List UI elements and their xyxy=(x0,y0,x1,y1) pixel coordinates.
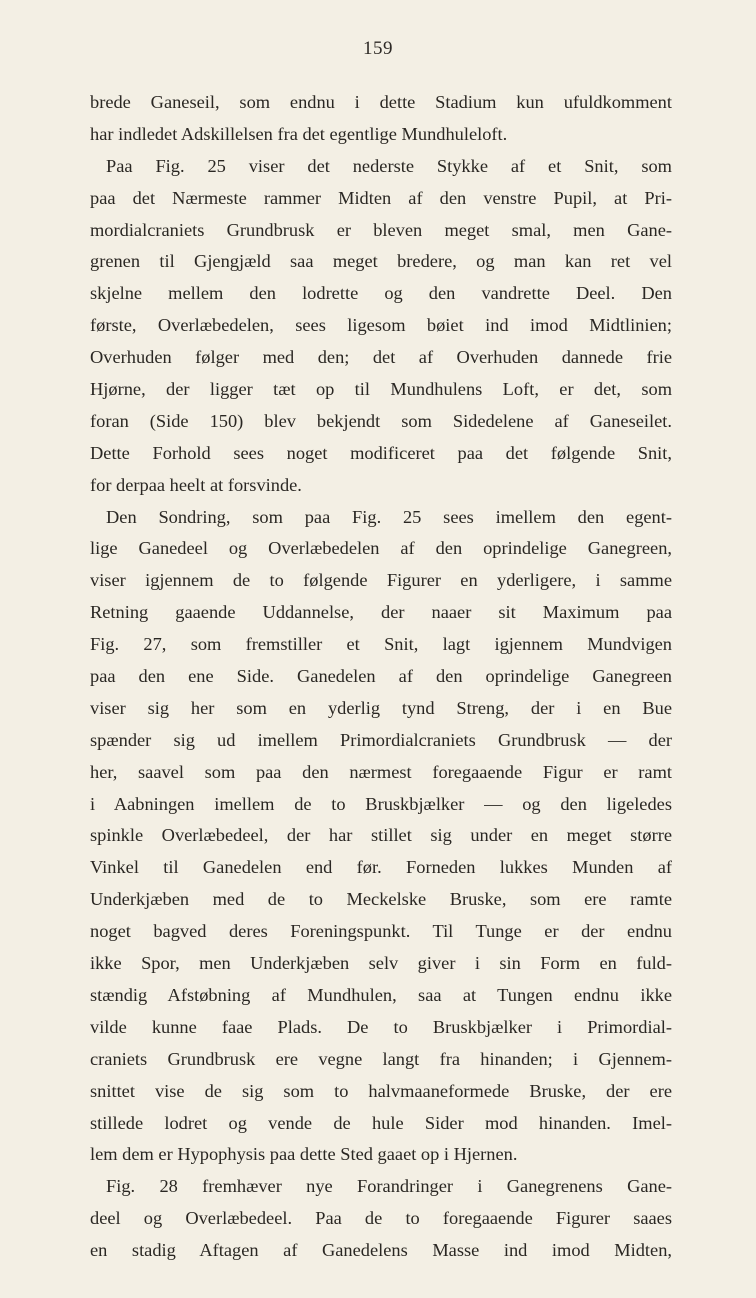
text-line: stændig Afstøbning af Mundhulen, saa at Tungen endnu ikke xyxy=(90,984,672,1005)
text-line: i Aabningen imellem de to Bruskbjælker — og den ligeledes xyxy=(90,793,672,814)
text-line: spænder sig ud imellem Primordialcraniets Grundbrusk — der xyxy=(90,729,672,750)
text-line: vilde kunne faae Plads. De to Bruskbjælker i Primordial- xyxy=(90,1016,672,1037)
text-line: viser igjennem de to følgende Figurer en yderligere, i samme xyxy=(90,570,672,591)
page-number: 159 xyxy=(363,38,393,59)
text-line: Paa Fig. 25 viser det nederste Stykke af et Snit, som xyxy=(106,155,672,176)
body-text xyxy=(90,87,672,1267)
text-line: paa det Nærmeste rammer Midten af den venstre Pupil, at Pri- xyxy=(90,187,672,208)
text-line: paa den ene Side. Ganedelen af den oprindelige Ganegreen xyxy=(90,666,672,687)
text-line: Den Sondring, som paa Fig. 25 sees imellem den egent- xyxy=(106,506,672,527)
text-line: første, Overlæbedelen, sees ligesom bøiet ind imod Midtlinien; xyxy=(90,315,672,336)
text-line: Vinkel til Ganedelen end før. Forneden lukkes Munden af xyxy=(90,857,672,878)
text-line: Fig. 27, som fremstiller et Snit, lagt igjennem Mundvigen xyxy=(90,634,672,655)
text-line: Underkjæben med de to Meckelske Bruske, som ere ramte xyxy=(90,889,672,910)
text-line: Retning gaaende Uddannelse, der naaer sit Maximum paa xyxy=(90,602,672,623)
text-line: lem dem er Hypophysis paa dette Sted gaaet op i Hjernen. xyxy=(90,1144,518,1165)
text-line: en stadig Aftagen af Ganedelens Masse ind imod Midten, xyxy=(90,1240,672,1261)
text-line: noget bagved deres Foreningspunkt. Til Tunge er der endnu xyxy=(90,921,672,942)
text-line: brede Ganeseil, som endnu i dette Stadium kun ufuldkomment xyxy=(90,92,672,112)
text-line: snittet vise de sig som to halvmaaneformede Bruske, der ere xyxy=(90,1080,672,1101)
text-line: mordialcraniets Grundbrusk er bleven meget smal, men Gane- xyxy=(90,219,672,240)
text-line: her, saavel som paa den nærmest foregaaende Figur er ramt xyxy=(90,761,672,782)
text-line: craniets Grundbrusk ere vegne langt fra hinanden; i Gjennem- xyxy=(90,1048,672,1069)
text-line: ikke Spor, men Underkjæben selv giver i sin Form en fuld- xyxy=(90,953,672,974)
text-line: deel og Overlæbedeel. Paa de to foregaaende Figurer saaes xyxy=(90,1208,672,1229)
text-line: skjelne mellem den lodrette og den vandrette Deel. Den xyxy=(90,283,672,304)
text-line: Fig. 28 fremhæver nye Forandringer i Ganegrenens Gane- xyxy=(106,1176,672,1197)
text-line: grenen til Gjengjæld saa meget bredere, og man kan ret vel xyxy=(90,251,672,272)
text-line: for derpaa heelt at forsvinde. xyxy=(90,474,302,495)
text-line: spinkle Overlæbedeel, der har stillet sig under en meget større xyxy=(90,825,672,846)
text-line: Dette Forhold sees noget modificeret paa det følgende Snit, xyxy=(90,442,672,463)
text-line: stillede lodret og vende de hule Sider mod hinanden. Imel- xyxy=(90,1112,672,1133)
text-line: har indledet Adskillelsen fra det egentlige Mundhuleloft. xyxy=(90,123,508,144)
text-line: Overhuden følger med den; det af Overhuden dannede frie xyxy=(90,347,672,368)
text-line: lige Ganedeel og Overlæbedelen af den oprindelige Ganegreen, xyxy=(90,538,672,559)
text-line: foran (Side 150) blev bekjendt som Sidedelene af Ganeseilet. xyxy=(90,410,672,431)
text-line: Hjørne, der ligger tæt op til Mundhulens Loft, er det, som xyxy=(90,379,672,400)
text-line: viser sig her som en yderlig tynd Streng, der i en Bue xyxy=(90,697,672,718)
